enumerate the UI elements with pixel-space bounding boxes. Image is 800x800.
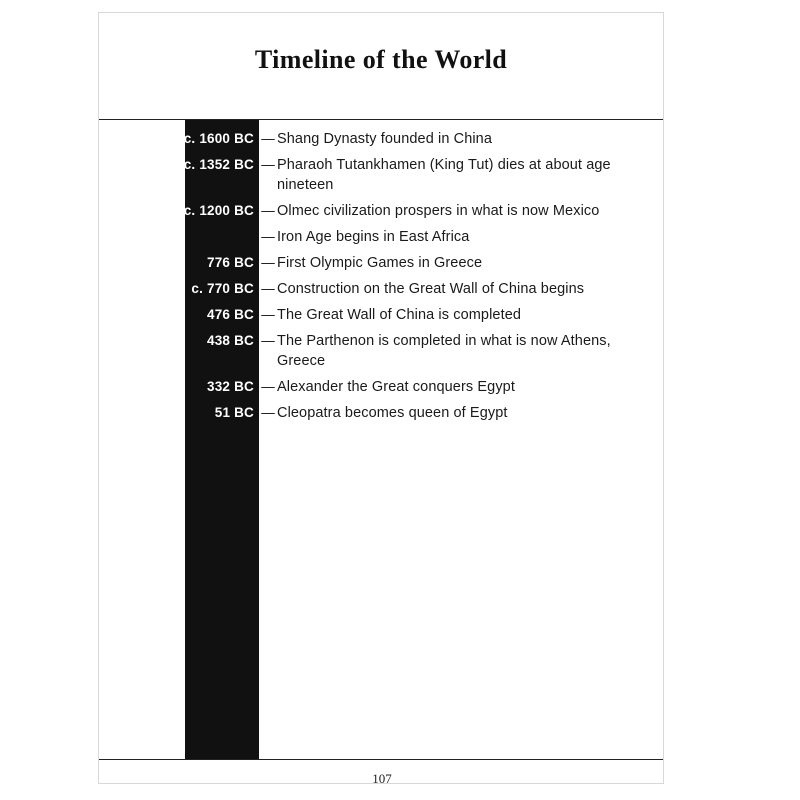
entry-year: c. 1352 BC <box>183 157 254 172</box>
entry-dash: — <box>261 157 275 172</box>
entry-year: 476 BC <box>207 307 254 322</box>
entry-year: 438 BC <box>207 333 254 348</box>
bottom-divider <box>99 759 664 760</box>
entry-year: c. 1200 BC <box>183 203 254 218</box>
entry-event: Cleopatra becomes queen of Egypt <box>277 405 508 421</box>
entry-dash: — <box>261 255 275 270</box>
timeline-entry <box>99 331 664 371</box>
book-page <box>98 12 664 784</box>
timeline-entry <box>99 129 664 149</box>
entry-dash: — <box>261 131 275 146</box>
entry-dash: — <box>261 203 275 218</box>
timeline-entry <box>99 201 664 221</box>
entry-dash: — <box>261 379 275 394</box>
entry-event: Alexander the Great conquers Egypt <box>277 379 515 395</box>
entry-event: The Great Wall of China is completed <box>277 307 522 323</box>
entry-event: Construction on the Great Wall of China begins <box>277 281 585 297</box>
entry-dash: — <box>261 307 275 322</box>
timeline-entry <box>99 253 664 273</box>
timeline-entry <box>99 279 664 299</box>
timeline-entry <box>99 155 664 195</box>
timeline-entry <box>99 377 664 397</box>
entry-event: Olmec civilization prospers in what is now Mexico <box>277 203 600 219</box>
entry-event: First Olympic Games in Greece <box>277 255 483 271</box>
entry-dash: — <box>261 333 275 348</box>
entry-event: Iron Age begins in East Africa <box>277 229 470 245</box>
page-title: Timeline of the World <box>254 45 508 74</box>
entry-year: c. 770 BC <box>191 281 254 296</box>
entry-year: 51 BC <box>214 405 254 420</box>
timeline-entry <box>99 403 664 423</box>
entry-dash: — <box>261 281 275 296</box>
timeline-entry <box>99 305 664 325</box>
entry-event: Shang Dynasty founded in China <box>277 131 493 147</box>
entry-year: 332 BC <box>207 379 254 394</box>
timeline-entries <box>99 129 664 429</box>
page-number: 107 <box>372 771 392 784</box>
entry-year: 776 BC <box>207 255 254 270</box>
entry-year: c. 1600 BC <box>183 131 254 146</box>
entry-event: The Parthenon is completed in what is now Athens, Greece <box>277 333 611 369</box>
entry-event: Pharaoh Tutankhamen (King Tut) dies at about age nineteen <box>277 157 611 193</box>
timeline-entry <box>99 227 664 247</box>
entry-dash: — <box>261 229 275 244</box>
title-divider <box>99 119 664 120</box>
entry-dash: — <box>261 405 275 420</box>
